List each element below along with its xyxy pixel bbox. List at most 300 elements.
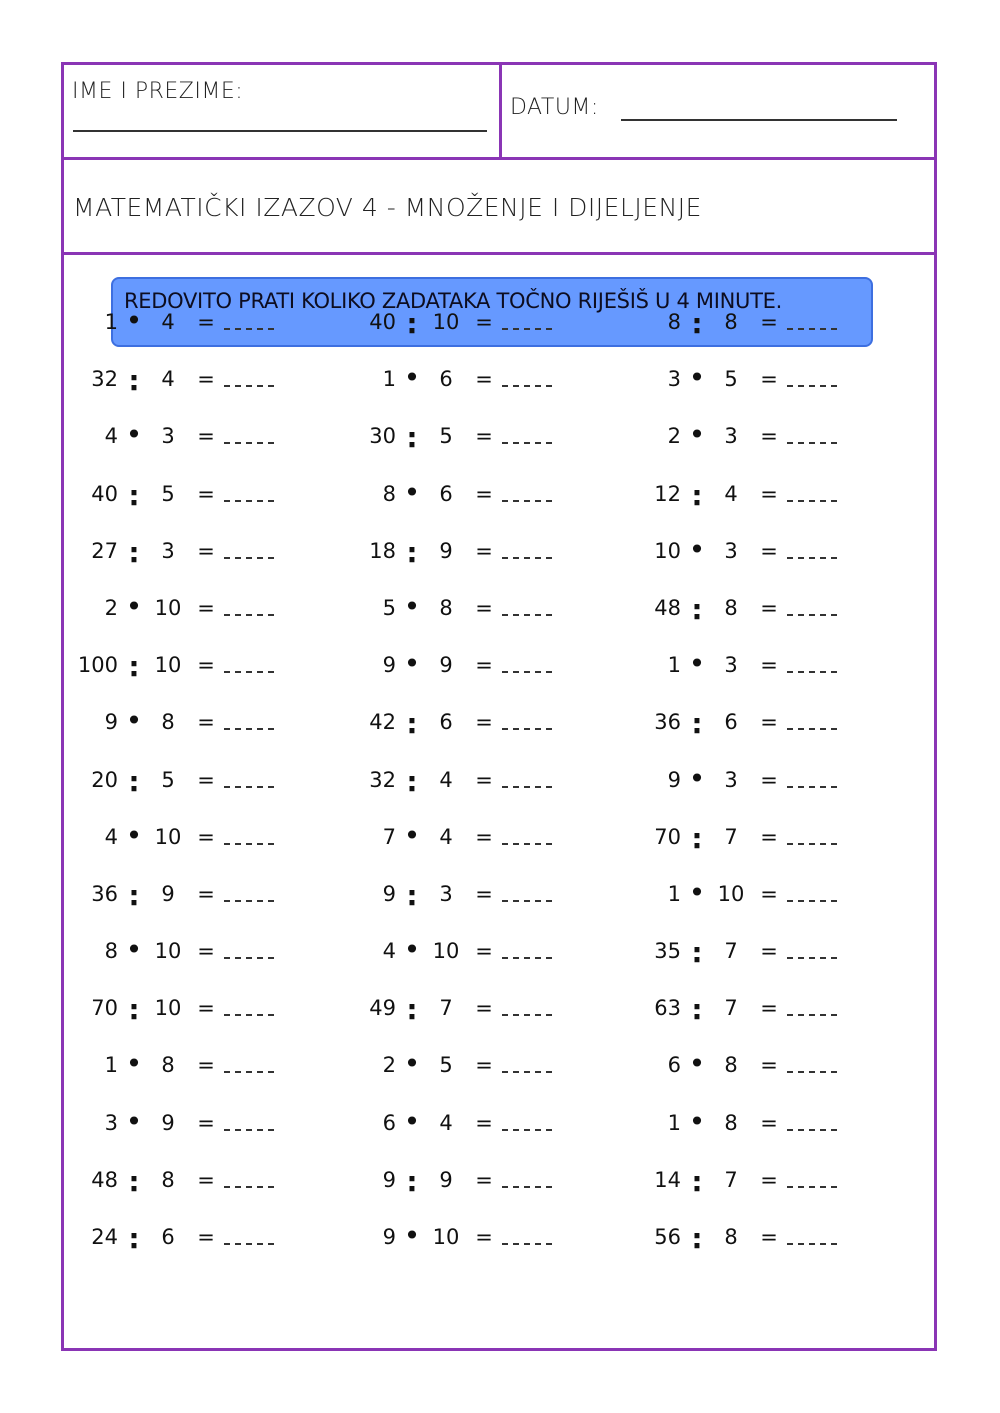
answer-blank[interactable] — [502, 596, 552, 616]
problem-row — [346, 878, 576, 939]
problem-row — [346, 647, 576, 710]
answer-blank[interactable] — [224, 1053, 274, 1073]
operand-a: 1 — [104, 1053, 118, 1078]
problem-row — [68, 878, 298, 939]
operand-a: 48 — [91, 1167, 118, 1192]
equals-sign: = — [475, 538, 493, 563]
operand-b: 4 — [161, 310, 175, 334]
header-column-divider — [499, 65, 502, 157]
operand-a: 36 — [654, 710, 681, 735]
operand-b: 7 — [724, 824, 738, 849]
problem-row — [346, 707, 576, 767]
answer-blank[interactable] — [502, 710, 552, 730]
operand-b: 8 — [161, 710, 175, 735]
equals-sign: = — [475, 1225, 493, 1249]
equals-sign: = — [475, 595, 493, 620]
divide-sign: : — [691, 592, 703, 626]
operand-a: 100 — [77, 653, 118, 678]
equals-sign: = — [475, 767, 493, 792]
equals-sign: = — [197, 996, 215, 1021]
divide-sign: : — [406, 535, 418, 569]
answer-blank[interactable] — [787, 596, 837, 616]
equals-sign: = — [197, 939, 215, 964]
operand-b: 7 — [724, 996, 738, 1021]
date-label: DATUM: — [510, 95, 599, 120]
operand-b: 10 — [154, 824, 182, 849]
multiply-sign: • — [125, 1047, 143, 1081]
operand-a: 32 — [91, 367, 118, 392]
operand-b: 8 — [161, 1167, 175, 1192]
operand-a: 9 — [382, 653, 396, 678]
answer-blank[interactable] — [787, 1053, 837, 1073]
operand-b: 6 — [439, 481, 453, 506]
operand-a: 1 — [667, 1110, 681, 1135]
operand-b: 10 — [432, 939, 460, 964]
answer-blank[interactable] — [787, 482, 837, 502]
operand-b: 7 — [439, 996, 453, 1021]
divide-sign: : — [691, 478, 703, 512]
operand-a: 4 — [382, 939, 396, 964]
multiply-sign: • — [403, 818, 421, 852]
operand-a: 70 — [654, 824, 681, 849]
equals-sign: = — [760, 1053, 778, 1078]
multiply-sign: • — [688, 875, 706, 909]
multiply-sign: • — [403, 589, 421, 623]
answer-blank[interactable] — [502, 367, 552, 387]
operand-b: 5 — [161, 767, 175, 792]
operand-b: 4 — [724, 481, 738, 506]
operand-b: 8 — [724, 310, 738, 334]
operand-b: 8 — [724, 1110, 738, 1135]
operand-a: 63 — [654, 996, 681, 1021]
equals-sign: = — [760, 1225, 778, 1249]
multiply-sign: • — [125, 818, 143, 852]
divide-sign: : — [128, 478, 140, 512]
problem-row — [346, 1164, 576, 1225]
answer-blank[interactable] — [224, 939, 274, 959]
operand-b: 5 — [724, 367, 738, 392]
equals-sign: = — [475, 424, 493, 449]
answer-blank[interactable] — [502, 653, 552, 673]
equals-sign: = — [475, 996, 493, 1021]
equals-sign: = — [475, 1053, 493, 1078]
equals-sign: = — [197, 710, 215, 735]
operand-b: 3 — [724, 767, 738, 792]
answer-blank[interactable] — [224, 1111, 274, 1131]
operand-b: 9 — [161, 881, 175, 906]
answer-blank[interactable] — [502, 1053, 552, 1073]
equals-sign: = — [197, 824, 215, 849]
divide-sign: : — [128, 878, 140, 912]
divide-sign: : — [406, 421, 418, 455]
equals-sign: = — [760, 939, 778, 964]
problem-row — [68, 1164, 298, 1225]
answer-blank[interactable] — [502, 424, 552, 444]
equals-sign: = — [197, 1225, 215, 1249]
problem-row — [68, 364, 298, 424]
operand-a: 9 — [382, 881, 396, 906]
operand-a: 49 — [369, 996, 396, 1021]
multiply-sign: • — [403, 647, 421, 681]
problem-row — [68, 933, 298, 996]
operand-b: 7 — [724, 939, 738, 964]
operand-a: 2 — [104, 595, 118, 620]
problem-row — [631, 875, 861, 939]
operand-b: 10 — [154, 996, 182, 1021]
problem-row — [68, 1104, 298, 1168]
problem-row — [346, 764, 576, 825]
operand-b: 6 — [724, 710, 738, 735]
answer-blank[interactable] — [787, 939, 837, 959]
problem-row — [631, 1164, 861, 1225]
operand-a: 3 — [104, 1110, 118, 1135]
operand-a: 2 — [667, 424, 681, 449]
answer-blank[interactable] — [787, 1225, 837, 1245]
operand-a: 6 — [667, 1053, 681, 1078]
date-field[interactable] — [621, 119, 897, 121]
problem-row — [68, 1222, 298, 1282]
problem-row — [346, 361, 576, 424]
equals-sign: = — [760, 367, 778, 392]
instruction-text: REDOVITO PRATI KOLIKO ZADATAKA TOČNO RIJEŠIŠ U 4 MINUTE. — [124, 289, 782, 313]
divide-sign: : — [406, 707, 418, 741]
problem-row — [68, 993, 298, 1053]
answer-blank[interactable] — [224, 539, 274, 559]
answer-blank[interactable] — [502, 939, 552, 959]
multiply-sign: • — [403, 361, 421, 395]
operand-b: 10 — [154, 653, 182, 678]
answer-blank[interactable] — [224, 768, 274, 788]
equals-sign: = — [475, 939, 493, 964]
problem-row — [346, 421, 576, 481]
operand-b: 9 — [439, 653, 453, 678]
divide-sign: : — [128, 1222, 140, 1255]
problem-row — [346, 307, 576, 367]
operand-a: 3 — [667, 367, 681, 392]
problem-row — [631, 307, 861, 367]
operand-a: 18 — [369, 538, 396, 563]
answer-blank[interactable] — [787, 539, 837, 559]
equals-sign: = — [197, 1110, 215, 1135]
multiply-sign: • — [688, 361, 706, 395]
answer-blank[interactable] — [224, 424, 274, 444]
operand-a: 1 — [667, 653, 681, 678]
operand-a: 20 — [91, 767, 118, 792]
operand-b: 3 — [161, 538, 175, 563]
multiply-sign: • — [125, 933, 143, 967]
equals-sign: = — [475, 481, 493, 506]
operand-a: 4 — [104, 824, 118, 849]
operand-b: 8 — [724, 1053, 738, 1078]
problem-column-3 — [631, 307, 861, 1282]
equals-sign: = — [760, 538, 778, 563]
answer-blank[interactable] — [224, 882, 274, 902]
operand-a: 9 — [104, 710, 118, 735]
equals-sign: = — [760, 481, 778, 506]
operand-b: 10 — [432, 1225, 460, 1249]
divide-sign: : — [691, 936, 703, 970]
answer-blank[interactable] — [502, 768, 552, 788]
name-field[interactable] — [73, 130, 487, 132]
multiply-sign: • — [125, 589, 143, 623]
equals-sign: = — [197, 881, 215, 906]
header-divider — [64, 157, 934, 160]
answer-blank[interactable] — [224, 653, 274, 673]
divide-sign: : — [128, 364, 140, 398]
divide-sign: : — [128, 764, 140, 798]
operand-a: 40 — [369, 310, 396, 334]
multiply-sign: • — [688, 532, 706, 566]
divide-sign: : — [406, 307, 418, 340]
operand-b: 3 — [724, 653, 738, 678]
operand-a: 9 — [667, 767, 681, 792]
operand-a: 30 — [369, 424, 396, 449]
operand-b: 10 — [717, 881, 745, 906]
multiply-sign: • — [688, 1104, 706, 1138]
equals-sign: = — [475, 881, 493, 906]
operand-b: 9 — [161, 1110, 175, 1135]
answer-blank[interactable] — [787, 768, 837, 788]
problem-row — [68, 650, 298, 710]
answer-blank[interactable] — [787, 310, 837, 330]
worksheet-title: MATEMATIČKI IZAZOV 4 - MNOŽENJE I DIJELJENJE — [73, 193, 702, 222]
name-label: IME I PREZIME: — [72, 79, 244, 104]
problem-row — [631, 1104, 861, 1168]
operand-a: 27 — [91, 538, 118, 563]
operand-b: 3 — [161, 424, 175, 449]
equals-sign: = — [760, 310, 778, 334]
answer-blank[interactable] — [502, 1225, 552, 1245]
multiply-sign: • — [403, 1219, 421, 1252]
problem-row — [68, 304, 298, 367]
operand-b: 8 — [439, 595, 453, 620]
multiply-sign: • — [125, 1104, 143, 1138]
equals-sign: = — [475, 1110, 493, 1135]
multiply-sign: • — [688, 647, 706, 681]
problem-row — [631, 936, 861, 996]
equals-sign: = — [475, 824, 493, 849]
operand-b: 3 — [439, 881, 453, 906]
title-divider — [64, 252, 934, 255]
problem-row — [631, 647, 861, 710]
operand-b: 6 — [161, 1225, 175, 1249]
operand-a: 35 — [654, 939, 681, 964]
divide-sign: : — [691, 707, 703, 741]
equals-sign: = — [197, 310, 215, 334]
equals-sign: = — [475, 653, 493, 678]
problem-row — [631, 1047, 861, 1110]
answer-blank[interactable] — [787, 996, 837, 1016]
divide-sign: : — [406, 1164, 418, 1198]
problem-row — [346, 589, 576, 653]
answer-blank[interactable] — [224, 710, 274, 730]
problem-row — [631, 361, 861, 424]
problem-row — [68, 589, 298, 653]
problem-row — [68, 818, 298, 882]
divide-sign: : — [128, 535, 140, 569]
answer-blank[interactable] — [502, 1111, 552, 1131]
operand-a: 36 — [91, 881, 118, 906]
equals-sign: = — [760, 710, 778, 735]
equals-sign: = — [475, 310, 493, 334]
operand-a: 7 — [382, 824, 396, 849]
answer-blank[interactable] — [787, 424, 837, 444]
operand-a: 5 — [382, 595, 396, 620]
operand-b: 10 — [154, 939, 182, 964]
problem-column-2 — [346, 307, 576, 1282]
equals-sign: = — [197, 767, 215, 792]
answer-blank[interactable] — [787, 710, 837, 730]
answer-blank[interactable] — [224, 596, 274, 616]
equals-sign: = — [197, 653, 215, 678]
problem-row — [68, 418, 298, 481]
operand-b: 8 — [724, 1225, 738, 1249]
divide-sign: : — [691, 821, 703, 855]
problem-row — [68, 1047, 298, 1110]
answer-blank[interactable] — [502, 996, 552, 1016]
equals-sign: = — [197, 367, 215, 392]
divide-sign: : — [691, 307, 703, 340]
equals-sign: = — [760, 595, 778, 620]
answer-blank[interactable] — [502, 482, 552, 502]
multiply-sign: • — [403, 933, 421, 967]
problem-row — [631, 707, 861, 767]
operand-b: 5 — [439, 424, 453, 449]
answer-blank[interactable] — [502, 882, 552, 902]
answer-blank[interactable] — [787, 1111, 837, 1131]
operand-a: 70 — [91, 996, 118, 1021]
problem-row — [631, 478, 861, 539]
answer-blank[interactable] — [502, 1168, 552, 1188]
answer-blank[interactable] — [224, 367, 274, 387]
operand-a: 6 — [382, 1110, 396, 1135]
answer-blank[interactable] — [224, 1168, 274, 1188]
operand-a: 8 — [667, 310, 681, 334]
operand-b: 4 — [161, 367, 175, 392]
answer-blank[interactable] — [224, 482, 274, 502]
operand-b: 10 — [154, 595, 182, 620]
problem-row — [631, 993, 861, 1053]
multiply-sign: • — [403, 475, 421, 509]
answer-blank[interactable] — [787, 825, 837, 845]
equals-sign: = — [760, 1110, 778, 1135]
problem-row — [346, 475, 576, 539]
problem-row — [346, 1047, 576, 1110]
answer-blank[interactable] — [787, 653, 837, 673]
operand-a: 1 — [667, 881, 681, 906]
answer-blank[interactable] — [787, 367, 837, 387]
operand-a: 8 — [104, 939, 118, 964]
problem-row — [346, 1219, 576, 1282]
problem-row — [631, 532, 861, 596]
problem-row — [68, 704, 298, 767]
operand-b: 5 — [439, 1053, 453, 1078]
multiply-sign: • — [688, 761, 706, 795]
multiply-sign: • — [125, 418, 143, 452]
equals-sign: = — [197, 424, 215, 449]
operand-a: 14 — [654, 1167, 681, 1192]
answer-blank[interactable] — [502, 825, 552, 845]
equals-sign: = — [760, 881, 778, 906]
equals-sign: = — [760, 824, 778, 849]
answer-blank[interactable] — [224, 825, 274, 845]
operand-b: 7 — [724, 1167, 738, 1192]
divide-sign: : — [406, 878, 418, 912]
problem-row — [346, 535, 576, 596]
divide-sign: : — [128, 993, 140, 1027]
divide-sign: : — [128, 1164, 140, 1198]
equals-sign: = — [197, 481, 215, 506]
problem-row — [631, 761, 861, 825]
operand-b: 8 — [161, 1053, 175, 1078]
equals-sign: = — [197, 595, 215, 620]
answer-blank[interactable] — [502, 310, 552, 330]
problem-column-1 — [68, 304, 298, 1282]
divide-sign: : — [128, 650, 140, 684]
equals-sign: = — [760, 767, 778, 792]
equals-sign: = — [760, 1167, 778, 1192]
operand-a: 42 — [369, 710, 396, 735]
operand-a: 1 — [104, 310, 118, 334]
divide-sign: : — [406, 993, 418, 1027]
problem-row — [68, 478, 298, 539]
problem-row — [631, 1222, 861, 1282]
equals-sign: = — [197, 1053, 215, 1078]
operand-b: 4 — [439, 824, 453, 849]
operand-b: 4 — [439, 1110, 453, 1135]
operand-b: 5 — [161, 481, 175, 506]
operand-a: 8 — [382, 481, 396, 506]
multiply-sign: • — [125, 304, 143, 337]
operand-b: 6 — [439, 367, 453, 392]
operand-b: 3 — [724, 538, 738, 563]
problem-row — [346, 933, 576, 996]
operand-b: 8 — [724, 595, 738, 620]
operand-b: 3 — [724, 424, 738, 449]
equals-sign: = — [475, 1167, 493, 1192]
operand-b: 9 — [439, 1167, 453, 1192]
answer-blank[interactable] — [787, 882, 837, 902]
operand-a: 32 — [369, 767, 396, 792]
multiply-sign: • — [125, 704, 143, 738]
answer-blank[interactable] — [787, 1168, 837, 1188]
problem-row — [68, 764, 298, 825]
operand-a: 10 — [654, 538, 681, 563]
answer-blank[interactable] — [502, 539, 552, 559]
problem-row — [346, 993, 576, 1053]
problem-row — [68, 535, 298, 596]
answer-blank[interactable] — [224, 310, 274, 330]
divide-sign: : — [691, 1164, 703, 1198]
operand-b: 9 — [439, 538, 453, 563]
operand-a: 2 — [382, 1053, 396, 1078]
answer-blank[interactable] — [224, 1225, 274, 1245]
answer-blank[interactable] — [224, 996, 274, 1016]
operand-a: 12 — [654, 481, 681, 506]
multiply-sign: • — [688, 1047, 706, 1081]
operand-a: 56 — [654, 1225, 681, 1249]
operand-a: 24 — [91, 1225, 118, 1249]
operand-b: 6 — [439, 710, 453, 735]
divide-sign: : — [406, 764, 418, 798]
operand-a: 48 — [654, 595, 681, 620]
operand-a: 4 — [104, 424, 118, 449]
multiply-sign: • — [688, 418, 706, 452]
equals-sign: = — [197, 1167, 215, 1192]
equals-sign: = — [760, 653, 778, 678]
equals-sign: = — [760, 424, 778, 449]
operand-b: 4 — [439, 767, 453, 792]
